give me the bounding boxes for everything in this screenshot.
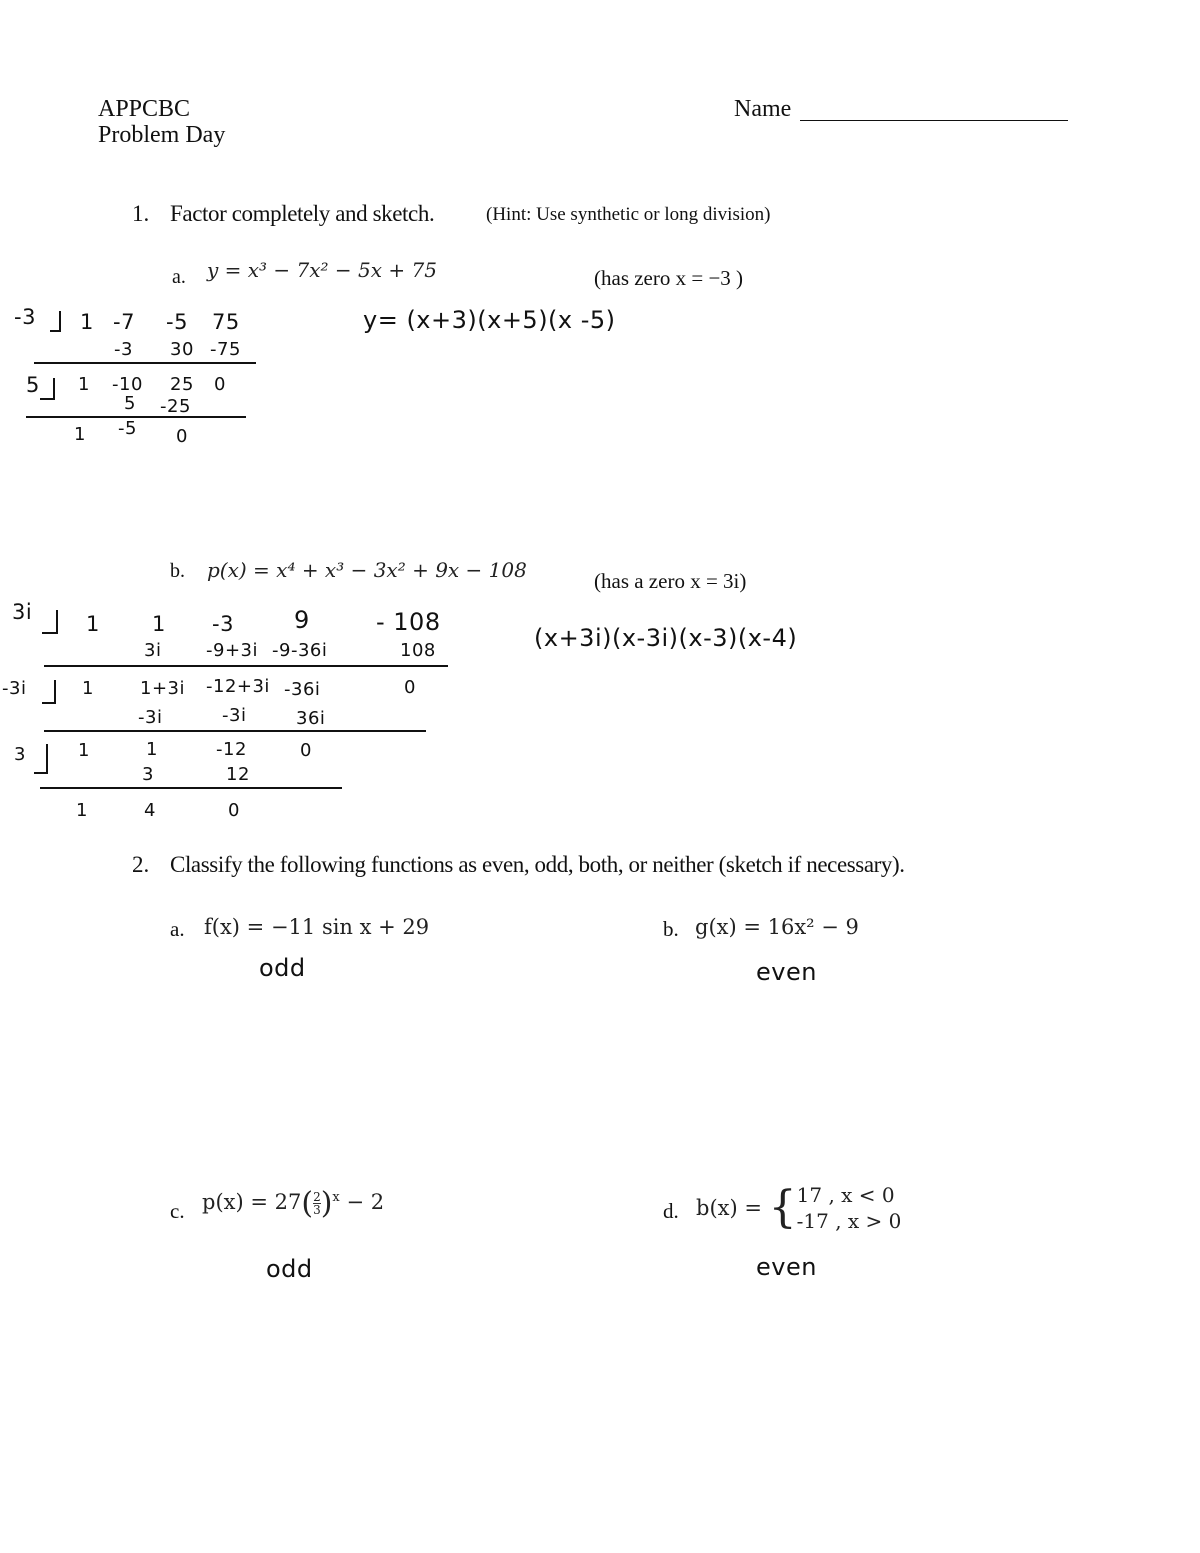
work-cell: 9 bbox=[294, 606, 310, 634]
work-cell: -3i bbox=[138, 707, 163, 728]
q2a-label: a. bbox=[170, 917, 185, 941]
q2a-equation: f(x) = −11 sin x + 29 bbox=[204, 915, 430, 939]
q2-number: 2. bbox=[132, 852, 150, 877]
work-cell: 1 bbox=[78, 740, 90, 761]
division-bracket bbox=[42, 680, 56, 704]
q1b-divisor-2: -3i bbox=[2, 678, 27, 699]
q2c-label: c. bbox=[170, 1199, 185, 1223]
q2d-label: d. bbox=[663, 1199, 679, 1223]
q1a-label: a. bbox=[172, 266, 186, 288]
work-cell: -10 bbox=[112, 374, 143, 395]
division-bracket bbox=[40, 378, 55, 400]
name-label: Name bbox=[734, 96, 792, 122]
work-cell: -75 bbox=[210, 339, 241, 360]
q2d-equation-prefix: b(x) = bbox=[696, 1196, 762, 1220]
work-cell: - 108 bbox=[376, 608, 441, 636]
work-cell: 1 bbox=[146, 739, 158, 760]
work-cell: -12 bbox=[216, 739, 247, 760]
work-cell: 4 bbox=[144, 800, 156, 821]
q1-instruction: Factor completely and sketch. bbox=[170, 201, 435, 226]
q2-instruction: Classify the following functions as even, odd, both, or neither (sketch if necessary). bbox=[170, 852, 905, 877]
q2c-fraction-numerator: 2 bbox=[313, 1190, 321, 1204]
q1b-note: (has a zero x = 3i) bbox=[594, 569, 747, 593]
q1a-divisor-2: 5 bbox=[26, 373, 40, 397]
work-cell: 25 bbox=[170, 374, 194, 395]
division-bracket bbox=[34, 744, 48, 774]
work-cell: 108 bbox=[400, 640, 436, 661]
work-cell: -36i bbox=[284, 679, 321, 700]
work-cell: -3 bbox=[114, 339, 133, 360]
q2d-piece-1: 17 , x < 0 bbox=[796, 1183, 895, 1207]
q2a-answer: odd bbox=[259, 954, 306, 982]
work-cell: 1 bbox=[80, 310, 94, 334]
division-line bbox=[40, 787, 342, 789]
work-cell: 75 bbox=[212, 310, 240, 334]
work-cell: -25 bbox=[160, 396, 191, 417]
work-cell: 3 bbox=[142, 764, 154, 785]
work-cell: -9+3i bbox=[206, 640, 258, 661]
work-cell: 0 bbox=[300, 740, 312, 761]
work-cell: 12 bbox=[226, 764, 250, 785]
work-cell: -9-36i bbox=[272, 640, 328, 661]
work-cell: 1 bbox=[152, 612, 166, 636]
work-cell: 0 bbox=[228, 800, 240, 821]
division-line bbox=[44, 730, 426, 732]
piecewise-brace: { bbox=[768, 1182, 797, 1233]
q2c-equation: p(x) = 27( $\frac{2}{3}$ )$^x$ − 2 bbox=[202, 1186, 385, 1221]
course-code: APPCBC bbox=[98, 96, 191, 122]
work-cell: -7 bbox=[113, 310, 135, 334]
q2d-piece-2: -17 , x > 0 bbox=[796, 1209, 902, 1233]
q1b-divisor-1: 3i bbox=[12, 600, 33, 624]
work-cell: 30 bbox=[170, 339, 194, 360]
q2c-fraction-denominator: 3 bbox=[313, 1203, 321, 1217]
q2b-label: b. bbox=[663, 917, 679, 941]
q1b-divisor-3: 3 bbox=[14, 744, 26, 765]
name-blank-line[interactable] bbox=[800, 120, 1068, 121]
q1b-equation: p(x) = x⁴ + x³ − 3x² + 9x − 108 bbox=[207, 558, 527, 582]
work-cell: 36i bbox=[296, 708, 326, 729]
division-bracket bbox=[42, 610, 58, 634]
work-cell: 1 bbox=[78, 374, 90, 395]
work-cell: -3i bbox=[222, 705, 247, 726]
division-line bbox=[44, 665, 448, 667]
work-cell: 5 bbox=[124, 393, 136, 414]
q2b-answer: even bbox=[756, 958, 817, 986]
q1a-note: (has zero x = −3 ) bbox=[594, 266, 744, 290]
work-cell: 1 bbox=[76, 800, 88, 821]
q2c-answer: odd bbox=[266, 1255, 313, 1283]
work-cell: -5 bbox=[166, 310, 188, 334]
q2d-equation bbox=[696, 1182, 901, 1234]
division-line bbox=[34, 362, 256, 364]
q1-number: 1. bbox=[132, 201, 150, 226]
work-cell: 1 bbox=[86, 612, 100, 636]
work-cell: 1 bbox=[74, 424, 86, 445]
q1-hint: (Hint: Use synthetic or long division) bbox=[486, 204, 771, 225]
work-cell: 0 bbox=[176, 426, 188, 447]
q1b-answer: (x+3i)(x-3i)(x-3)(x-4) bbox=[534, 624, 798, 652]
work-cell: 0 bbox=[404, 677, 416, 698]
work-cell: -3 bbox=[212, 612, 234, 636]
q2d-answer: even bbox=[756, 1253, 817, 1281]
work-cell: -5 bbox=[118, 418, 137, 439]
worksheet-title: Problem Day bbox=[98, 122, 226, 148]
q1b-label: b. bbox=[170, 560, 185, 582]
work-cell: 1+3i bbox=[140, 678, 185, 699]
q2c-exponent: x bbox=[332, 1190, 340, 1205]
q2b-equation: g(x) = 16x² − 9 bbox=[695, 915, 859, 939]
work-cell: 3i bbox=[144, 640, 162, 661]
q2c-equation-prefix: p(x) = 27 bbox=[202, 1190, 302, 1214]
q1a-divisor-1: -3 bbox=[14, 305, 36, 329]
division-bracket bbox=[50, 311, 61, 332]
work-cell: 0 bbox=[214, 374, 226, 395]
work-cell: -12+3i bbox=[206, 676, 270, 697]
q1a-answer: y= (x+3)(x+5)(x -5) bbox=[363, 306, 616, 334]
q1a-equation: y = x³ − 7x² − 5x + 75 bbox=[207, 258, 437, 282]
work-cell: 1 bbox=[82, 678, 94, 699]
q2c-equation-suffix: − 2 bbox=[346, 1190, 385, 1214]
